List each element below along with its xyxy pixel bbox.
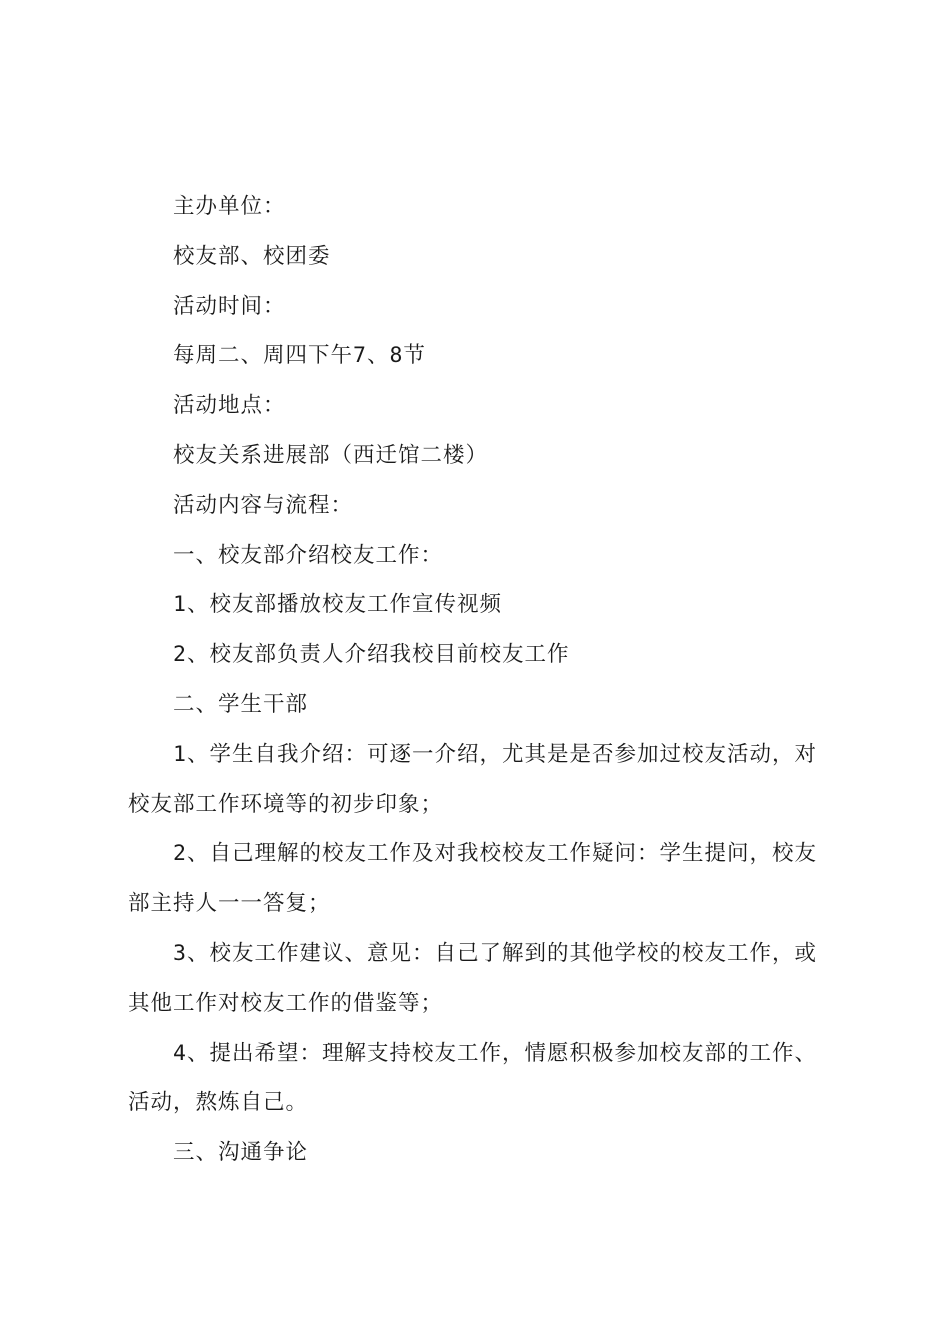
paragraph-section-1-item-2: 2、校友部负责人介绍我校目前校友工作: [173, 642, 570, 668]
paragraph-section-1: 一、校友部介绍校友工作：: [173, 542, 444, 568]
paragraph-organizer-value: 校友部、校团委: [173, 243, 331, 269]
paragraph-section-2-item-4: 4、提出希望：理解支持校友工作，情愿积极参加校友部的工作、活动，熬炼自己。: [128, 1040, 817, 1116]
paragraph-time-label: 活动时间：: [173, 293, 286, 319]
paragraph-section-1-item-1: 1、校友部播放校友工作宣传视频: [173, 592, 502, 618]
paragraph-section-2-item-1: 1、学生自我介绍：可逐一介绍，尤其是是否参加过校友活动，对校友部工作环境等的初步印象；: [128, 741, 817, 817]
paragraph-content-heading: 活动内容与流程：: [173, 492, 354, 518]
document-body: [128, 182, 832, 1178]
paragraph-location-value: 校友关系进展部（西迁馆二楼）: [173, 442, 489, 468]
paragraph-location-label: 活动地点：: [173, 393, 286, 419]
paragraph-section-2-item-2: 2、自己理解的校友工作及对我校校友工作疑问：学生提问，校友部主持人一一答复；: [128, 841, 817, 917]
paragraph-section-2-item-3: 3、校友工作建议、意见：自己了解到的其他学校的校友工作，或其他工作对校友工作的借鉴等；: [128, 940, 817, 1016]
paragraph-organizer-label: 主办单位：: [173, 194, 286, 219]
paragraph-time-value: 每周二、周四下午7、8节: [173, 343, 426, 369]
paragraph-section-3: 三、沟通争论: [173, 1140, 309, 1166]
paragraph-section-2: 二、学生干部: [173, 691, 309, 717]
